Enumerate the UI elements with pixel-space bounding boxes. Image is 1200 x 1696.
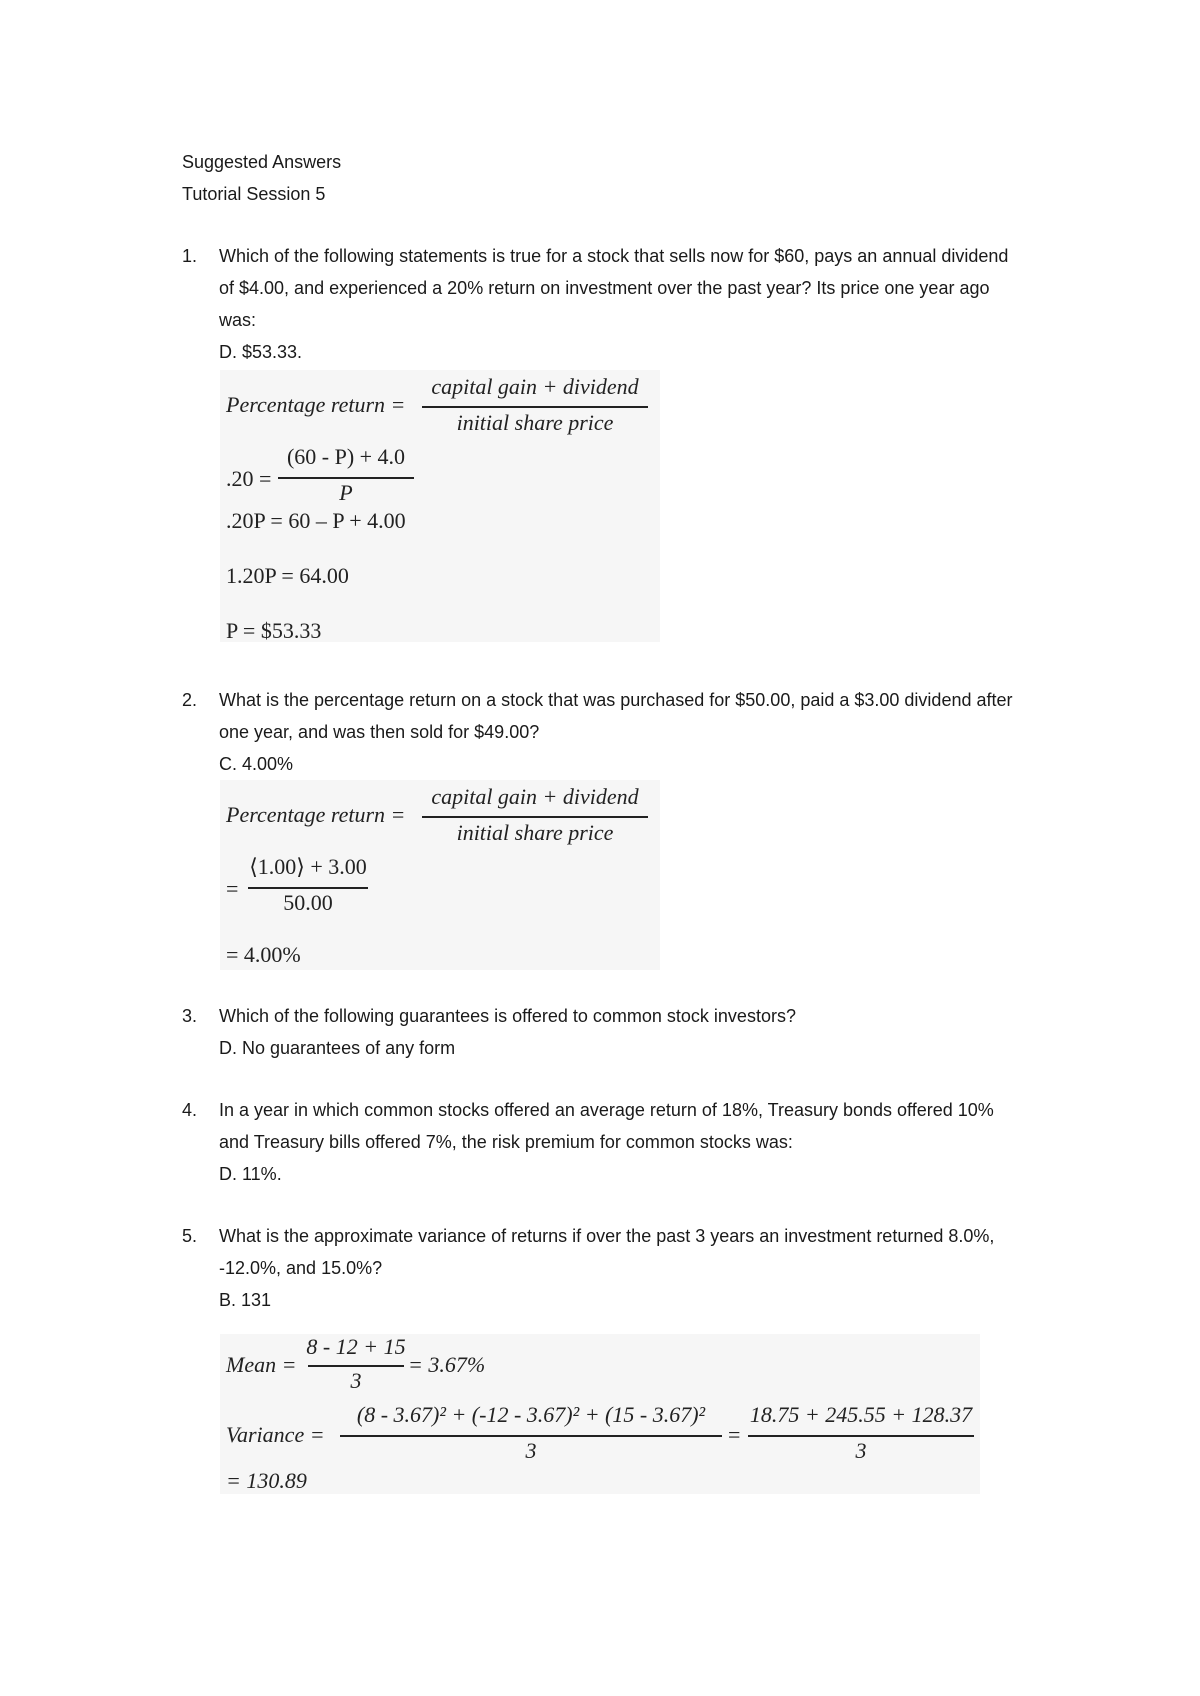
working-2 — [220, 780, 660, 970]
question-answer: C. 4.00% — [219, 754, 294, 774]
fraction-bar — [308, 1365, 404, 1367]
question-answer: B. 131 — [219, 1290, 272, 1310]
working-line-3: = 4.00% — [226, 942, 301, 967]
fraction-bar — [748, 1435, 974, 1437]
question-text: Which of the following guarantees is offered to common stock investors? — [219, 1006, 796, 1026]
question-4 — [182, 1094, 1027, 1190]
variance-result: = 130.89 — [226, 1468, 307, 1493]
working-1 — [220, 370, 660, 642]
question-text: Which of the following statements is true for a stock that sells now for $60, pays an annual dividend of $4.00, and experienced a 20% return on investment over the past year? Its price one year ago was: — [219, 246, 1009, 330]
mean-lhs: Mean = — [226, 1352, 297, 1377]
question-3 — [182, 1000, 1027, 1064]
working-lhs: Percentage return = — [226, 802, 406, 827]
working-denominator: initial share price — [456, 820, 614, 845]
mean-denominator: 3 — [350, 1368, 362, 1393]
question-text: What is the approximate variance of returns if over the past 3 years an investment returned 8.0%, -12.0%, and 15.0%? — [219, 1226, 995, 1278]
document-title: Suggested Answers — [182, 152, 342, 172]
fraction-bar — [340, 1435, 722, 1437]
working-numerator: capital gain + dividend — [431, 374, 639, 399]
working-line-2-lhs: .20 = — [226, 466, 272, 491]
question-text: In a year in which common stocks offered an average return of 18%, Treasury bonds offered 10% and Treasury bills offered 7%, the risk premium for common stocks was: — [219, 1100, 994, 1152]
variance-equals: = — [728, 1422, 741, 1447]
fraction-bar — [248, 887, 368, 889]
question-number: 2. — [182, 690, 198, 710]
question-text: What is the percentage return on a stock that was purchased for $50.00, paid a $3.00 dividend after one year, and was then sold for $49.00? — [219, 690, 1013, 742]
working-denominator: initial share price — [456, 410, 614, 435]
variance-numerator: (8 - 3.67)² + (-12 - 3.67)² + (15 - 3.67)² — [356, 1402, 706, 1427]
fraction-bar — [278, 477, 414, 479]
question-answer: D. No guarantees of any form — [219, 1038, 456, 1058]
fraction-bar — [422, 406, 648, 408]
document-subtitle: Tutorial Session 5 — [182, 184, 326, 204]
working-line-5: P = $53.33 — [226, 618, 322, 643]
mean-rhs: = 3.67% — [408, 1352, 486, 1377]
question-answer: D. $53.33. — [219, 342, 303, 362]
working-line-2-denominator: 50.00 — [283, 890, 333, 915]
question-number: 4. — [182, 1100, 198, 1120]
question-number: 1. — [182, 246, 198, 266]
variance-denominator: 3 — [525, 1438, 537, 1463]
question-answer: D. 11%. — [219, 1164, 282, 1184]
working-line-2-denominator: P — [339, 480, 353, 505]
fraction-bar — [422, 816, 648, 818]
question-1 — [182, 240, 1027, 368]
question-number: 5. — [182, 1226, 198, 1246]
working-5 — [220, 1334, 980, 1494]
working-lhs: Percentage return = — [226, 392, 406, 417]
working-line-2-lhs: = — [226, 876, 239, 901]
question-number: 3. — [182, 1006, 198, 1026]
question-5 — [182, 1220, 1027, 1316]
working-line-2-numerator: (60 - P) + 4.0 — [286, 444, 406, 469]
mean-numerator: 8 - 12 + 15 — [306, 1334, 406, 1359]
variance-denominator-2: 3 — [855, 1438, 867, 1463]
working-numerator: capital gain + dividend — [431, 784, 639, 809]
working-line-3: .20P = 60 – P + 4.00 — [226, 508, 406, 533]
question-2 — [182, 684, 1027, 780]
working-line-2-numerator: ⟨1.00⟩ + 3.00 — [249, 854, 367, 879]
working-line-4: 1.20P = 64.00 — [226, 563, 349, 588]
variance-lhs: Variance = — [226, 1422, 325, 1447]
variance-numerator-2: 18.75 + 245.55 + 128.37 — [749, 1402, 973, 1427]
